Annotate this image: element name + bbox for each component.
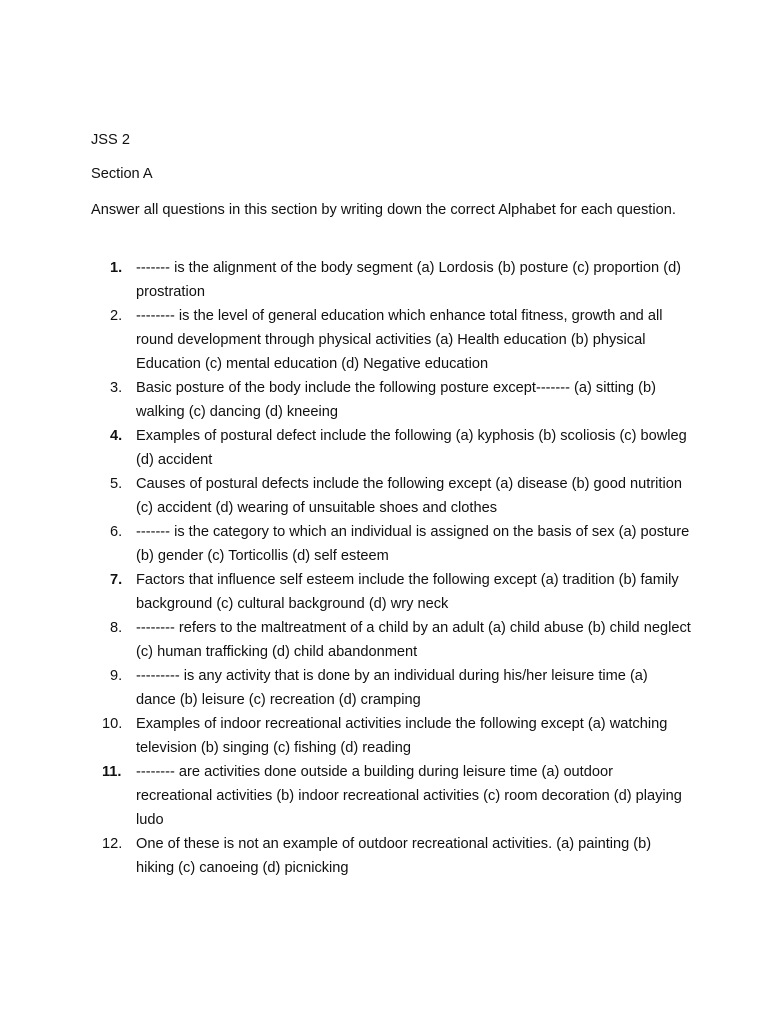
question-text: ------- is the category to which an individual is assigned on the basis of sex (a) posture (b) gender (c) Torticollis (d) self esteem [136, 524, 690, 564]
question-text: Basic posture of the body include the following posture except------- (a) sitting (b) walking (c) dancing (d) kneeing [136, 380, 656, 420]
question-number: 1. [110, 260, 123, 276]
question-text: Causes of postural defects include the following except (a) disease (b) good nutrition (c) accident (d) wearing of unsuitable shoes and clothes [136, 476, 682, 516]
question-text: --------- is any activity that is done by an individual during his/her leisure time (a) dance (b) leisure (c) recreation (d) cramping [136, 668, 648, 708]
question-number: 10. [102, 716, 123, 732]
question-number: 6. [110, 524, 123, 540]
question-number: 4. [110, 428, 123, 444]
question-number: 8. [110, 620, 123, 636]
question-item [91, 472, 691, 520]
instructions-text: Answer all questions in this section by writing down the correct Alphabet for each question. [91, 202, 676, 218]
question-number: 5. [110, 476, 123, 492]
question-item [91, 664, 691, 712]
question-item [91, 376, 691, 424]
question-number: 11. [102, 764, 122, 780]
question-item [91, 424, 691, 472]
question-text: ------- is the alignment of the body segment (a) Lordosis (b) posture (c) proportion (d) prostration [136, 260, 682, 300]
question-text: -------- refers to the maltreatment of a child by an adult (a) child abuse (b) child neglect (c) human trafficking (d) child abandonment [136, 620, 691, 660]
question-number: 12. [102, 836, 123, 852]
question-text: Factors that influence self esteem include the following except (a) tradition (b) family background (c) cultural background (d) wry neck [136, 572, 679, 612]
question-item [91, 568, 691, 616]
question-item [91, 712, 691, 760]
question-list [91, 256, 691, 880]
question-item [91, 256, 691, 304]
section-heading: Section A [91, 166, 153, 182]
question-item [91, 304, 691, 376]
question-number: 2. [110, 308, 123, 324]
question-item [91, 520, 691, 568]
question-item [91, 832, 691, 880]
question-text: -------- are activities done outside a building during leisure time (a) outdoor recreational activities (b) indoor recreational activities (c) room decoration (d) playing ludo [136, 764, 682, 828]
question-item [91, 616, 691, 664]
question-number: 9. [110, 668, 123, 684]
question-item [91, 760, 691, 832]
question-number: 3. [110, 380, 123, 396]
question-text: Examples of postural defect include the following (a) kyphosis (b) scoliosis (c) bowleg (d) accident [136, 428, 687, 468]
question-text: -------- is the level of general education which enhance total fitness, growth and all round development through physical activities (a) Health education (b) physical Education (c) mental education (d) Negative education [136, 308, 663, 372]
question-number: 7. [110, 572, 123, 588]
class-label: JSS 2 [91, 132, 130, 148]
question-text: Examples of indoor recreational activities include the following except (a) watching television (b) singing (c) fishing (d) reading [136, 716, 668, 756]
question-text: One of these is not an example of outdoor recreational activities. (a) painting (b) hiking (c) canoeing (d) picnicking [136, 836, 652, 876]
